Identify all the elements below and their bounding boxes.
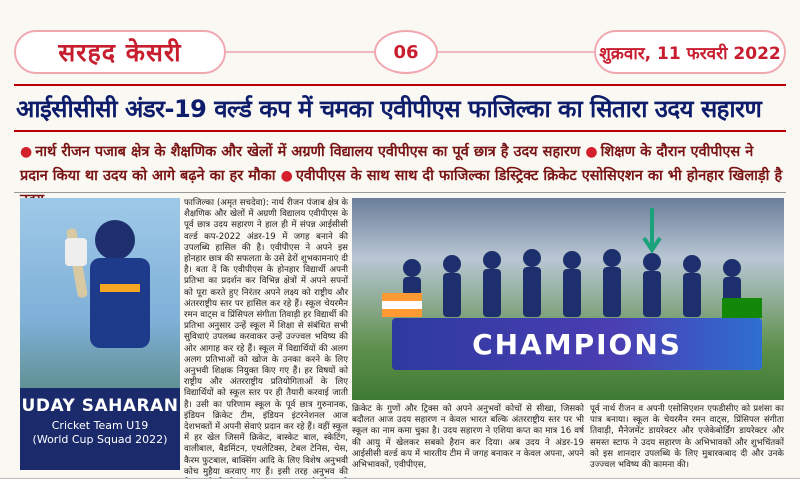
deck-item: शिक्षण के दौरान एवीपीएस ने प्रदान किया था उदय को आगे बढ़ने का हर मौका (20, 144, 754, 184)
bullet-icon: ● (280, 168, 293, 184)
headline-rule-top (14, 84, 786, 86)
player-team: Cricket Team U19 (51, 419, 149, 432)
player-name: UDAY SAHARAN (21, 396, 179, 416)
issue-date: शुक्रवार, 11 फरवरी 2022 (594, 30, 786, 74)
team-photo (352, 198, 784, 400)
article-column-3: पूर्व नार्थ रीजन व अपनी एसोसिएशन एफडीसीए को प्रशंसा का पात्र बनाया। स्कूल के चेयरमैन रमन वाट्स, प्रिंसिपल संगीता तिवाड़ी, मैनेजमेंट डायरेक्टर और एजेकेबोर्डिंग डायरेक्टर और समस्त स्टाफ ने उदय सहारण के अभिभावकों और शुभचिंतकों को इस शानदार उपलब्धि के लिए मुबारकबाद दी और उनके उज्ज्वल भविष्य की कामना की। (590, 404, 784, 471)
deck-item: नार्थ रीजन पजाब क्षेत्र के शैक्षणिक और खेलों में अग्रणी विद्यालय एवीपीएस का पूर्व छात्र है उदय सहारण (35, 144, 581, 160)
champions-banner: CHAMPIONS (392, 318, 762, 370)
article-column-1: फाजिल्का (अमृत सचदेवा): नार्थ रीजन पंजाब क्षेत्र के शैक्षणिक और खेलों में अग्रणी विद्यालय एवीपीएस के पूर्व छात्र उदय सहारण ने हाल ही में संपन्न आईसीसी वर्ल्ड कप-2022 अंडर-19 में जगह बनाने की उपलब्धि हासिल की है। एवीपीएस ने अपने इस होनहार छात्र की सफलता के उसे ढेरों शुभकामनाएं दी है। बता दें कि एवीपीएस के होनहार विद्यार्थी अपनी प्रतिभा का प्रदर्शन कर विभिन्न क्षेत्रों में अपने सपनों को पूरा करते हुए निरंतर अपने लक्ष्य को राष्ट्रीय और अंतरराष्ट्रीय स्तर पर हासिल कर रहे हैं। स्कूल चेयरमैन रमन वाट्स व प्रिंसिपल संगीता तिवाड़ी हर विद्यार्थी की प्रतिभा अनुसार उन्हें स्कूल में शिक्षा से संबंधित सभी सुविधाएं उपलब्ध करवाकर उन्हें उज्ज्वल भविष्य की ओर आगाह कर रहे हैं। स्कूल में विद्यार्थियों की अलग अलग प्रतिभाओं को खोज के उनका करने के लिए अनुभवी शिक्षक नियुक्त किए गए हैं। हर विषयों को राष्ट्रीय और अंतरराष्ट्रीय प्रतियोगिताओं के लिए विद्यार्थियों को स्कूल स्तर पर ही तैयारी करवाई जाती है। उसी का परिणाम स्कूल के पूर्व छात्र गुरुनानक, इंडियन क्रिकेट टीम, इंडियन इंटरनेशनल आज देशभक्तों में अपनी सेवाएं प्रदान कर रहे हैं। वहीं स्कूल में हर खेल जिसमें क्रिकेट, बास्केट बाल, स्केटिंग, वालीबाल, बैडमिंटन, एथलेटिक्स, टेबल टेनिस, चेस, कैरम फुटबाल, बाक्सिंग आदि के लिए विशेष अनुभवी कोच मुहैया करवाए गए हैं। इसी तरह अनुभव की (184, 198, 348, 477)
deck-rule (14, 192, 786, 193)
player-caption (20, 388, 180, 470)
next-article-strip (0, 478, 800, 500)
headline-rule-bottom (14, 130, 786, 132)
bullet-icon: ● (20, 144, 33, 160)
page-number: 06 (374, 30, 438, 74)
player-figure (20, 198, 180, 398)
bullet-icon: ● (585, 144, 598, 160)
article-column-2: क्रिकेट के गुणों और ट्रिक्स को अपने अनुभवों कोचों से सीखा, जिसको बदौलत आज उदय सहारण न केवल भारत बल्कि अंतरराष्ट्रीय स्तर पर भी स्कूल का नाम कमा चुका है। उदय सहारण ने एशिया कप्त का मात्र 16 वर्ष की आयु में खेलकर सबको हैरान कर दिया। अब उदय ने अंडर-19 आईसीसी वर्ल्ड कप में भारतीय टीम में जगह बनाकर न केवल अपना, अपने अभिभावकों, एवीपीएस, (352, 404, 584, 471)
headline: आईसीसीसी अंडर-19 वर्ल्ड कप में चमका एवीपीएस फाजिल्का का सितारा उदय सहारण (16, 95, 762, 123)
deck-item: एवीपीएस के साथ साथ दी फाजिल्का डिस्ट्रिक्ट क्रिकेट एसोसिएशन का भी होनहार खिलाड़ी है (295, 168, 783, 184)
newspaper-name: सरहद केसरी (14, 30, 226, 74)
masthead (14, 30, 786, 80)
player-squad: (World Cup Squad 2022) (32, 433, 168, 446)
